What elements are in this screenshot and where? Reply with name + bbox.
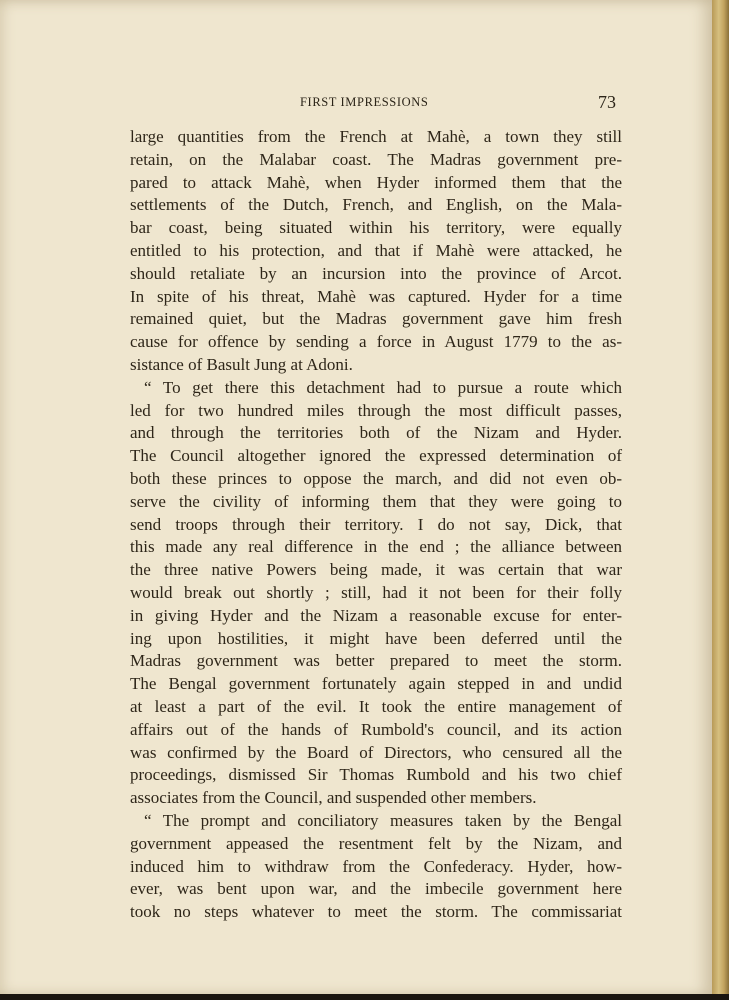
text-line: induced him to withdraw from the Confederacy. Hyder, how- bbox=[130, 856, 622, 876]
running-head-title: FIRST IMPRESSIONS bbox=[300, 95, 429, 109]
text-line: led for two hundred miles through the most difficult passes, bbox=[130, 400, 622, 420]
text-line: both these princes to oppose the march, and did not even ob- bbox=[130, 468, 622, 488]
text-line: The Bengal government fortunately again stepped in and undid bbox=[130, 674, 622, 694]
paragraph-start-line: “ The prompt and conciliatory measures taken by the Bengal bbox=[144, 810, 622, 830]
page-edge bbox=[712, 0, 729, 1000]
text-line: bar coast, being situated within his territory, were equally bbox=[130, 218, 622, 238]
text-line: took no steps whatever to meet the storm. The commissariat bbox=[130, 902, 622, 922]
paragraph-end-line: sistance of Basult Jung at Adoni. bbox=[130, 354, 353, 374]
text-line: The Council altogether ignored the expressed determination of bbox=[130, 446, 622, 466]
text-line: this made any real difference in the end ; the alliance between bbox=[130, 537, 622, 557]
text-line: entitled to his protection, and that if Mahè were attacked, he bbox=[130, 240, 622, 260]
text-line: cause for offence by sending a force in August 1779 to the as- bbox=[130, 332, 622, 352]
scan-border bbox=[0, 994, 729, 1000]
text-line: in giving Hyder and the Nizam a reasonable excuse for enter- bbox=[130, 605, 622, 625]
page-number: 73 bbox=[598, 92, 616, 112]
text-line: remained quiet, but the Madras government gave him fresh bbox=[130, 309, 622, 329]
text-line: pared to attack Mahè, when Hyder informed them that the bbox=[130, 172, 622, 192]
text-line: send troops through their territory. I do not say, Dick, that bbox=[130, 514, 622, 534]
text-line: In spite of his threat, Mahè was captured. Hyder for a time bbox=[130, 286, 622, 306]
text-line: affairs out of the hands of Rumbold's council, and its action bbox=[130, 719, 622, 739]
text-line: proceedings, dismissed Sir Thomas Rumbold and his two chief bbox=[130, 765, 622, 785]
body-text bbox=[130, 126, 622, 924]
running-head bbox=[0, 92, 712, 116]
paragraph-start-line: “ To get there this detachment had to pursue a route which bbox=[144, 377, 622, 397]
text-line: at least a part of the evil. It took the entire management of bbox=[130, 696, 622, 716]
paragraph-end-line: associates from the Council, and suspended other members. bbox=[130, 788, 537, 808]
text-line: and through the territories both of the Nizam and Hyder. bbox=[130, 423, 622, 443]
text-line: large quantities from the French at Mahè, a town they still bbox=[130, 127, 622, 146]
text-line: was confirmed by the Board of Directors, who censured all the bbox=[130, 742, 622, 762]
text-line: settlements of the Dutch, French, and English, on the Mala- bbox=[130, 195, 622, 215]
text-line: government appeased the resentment felt by the Nizam, and bbox=[130, 833, 622, 853]
text-line: should retaliate by an incursion into the province of Arcot. bbox=[130, 263, 622, 283]
text-line: the three native Powers being made, it was certain that war bbox=[130, 560, 622, 580]
text-line: ever, was bent upon war, and the imbecile government here bbox=[130, 879, 622, 899]
text-line: would break out shortly ; still, had it not been for their folly bbox=[130, 582, 622, 602]
text-line: Madras government was better prepared to meet the storm. bbox=[130, 651, 622, 671]
text-line: ing upon hostilities, it might have been deferred until the bbox=[130, 628, 622, 648]
text-line: retain, on the Malabar coast. The Madras government pre- bbox=[130, 149, 622, 169]
text-line: serve the civility of informing them that they were going to bbox=[130, 491, 622, 511]
